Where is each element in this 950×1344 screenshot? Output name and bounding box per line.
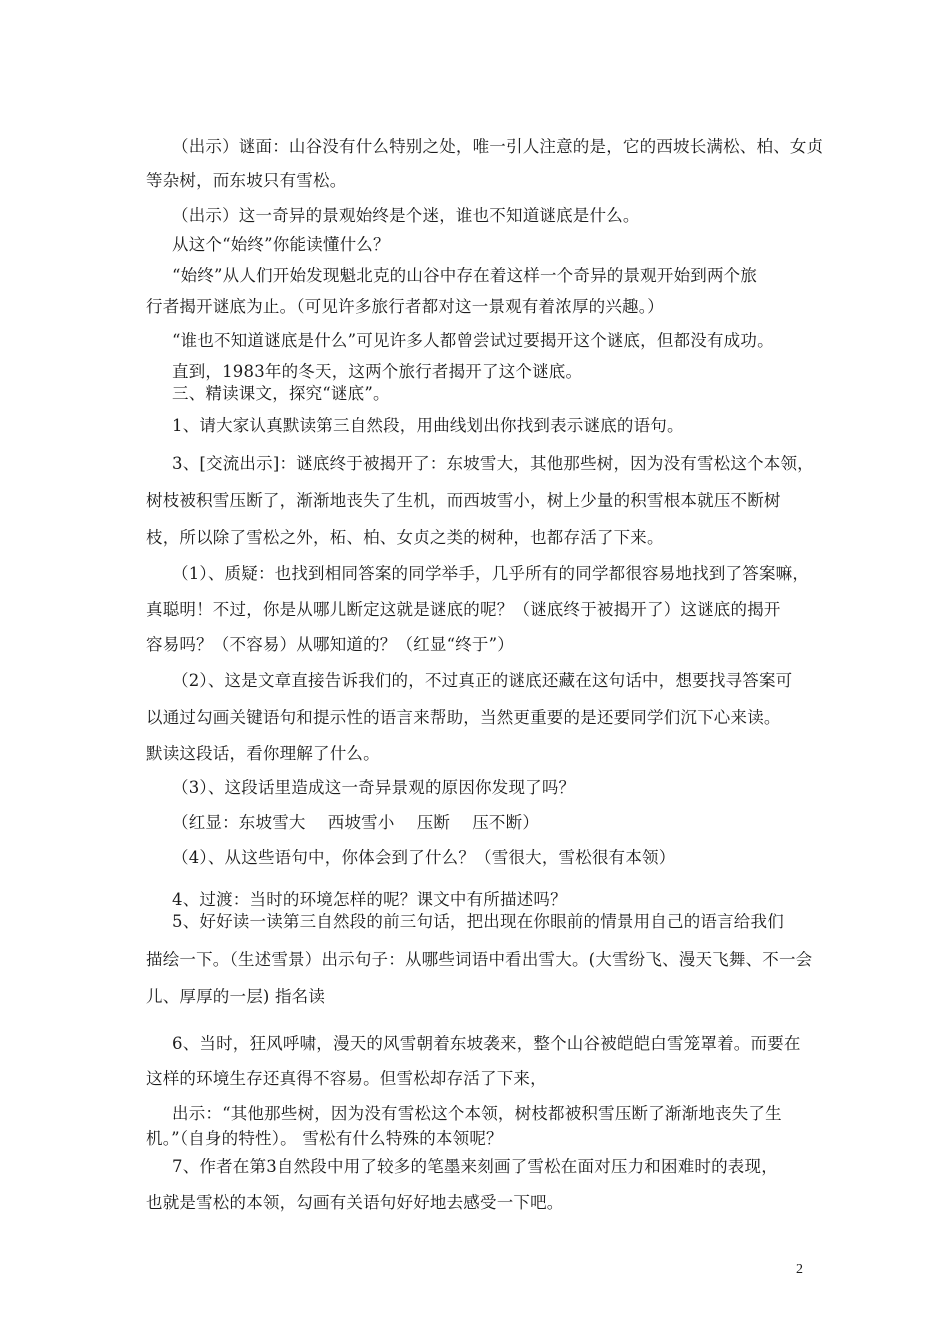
text-line: 行者揭开谜底为止。（可见许多旅行者都对这一景观有着浓厚的兴趣。）	[146, 297, 664, 316]
text-line: 出示：“其他那些树，因为没有雪松这个本领，树枝都被积雪压断了渐渐地丧失了生	[172, 1104, 782, 1123]
text-line: 5、好好读一读第三自然段的前三句话，把出现在你眼前的情景用自己的语言给我们	[172, 912, 784, 931]
text-line: 4、过渡：当时的环境怎样的呢？课文中有所描述吗？	[172, 890, 567, 909]
text-line: 从这个“始终”你能读懂什么？	[172, 235, 390, 254]
text-line: 树枝被积雪压断了，渐渐地丧失了生机，而西坡雪小，树上少量的积雪根本就压不断树	[146, 491, 781, 510]
text-line: 以通过勾画关键语句和提示性的语言来帮助，当然更重要的是还要同学们沉下心来读。	[146, 708, 781, 727]
text-line: 等杂树，而东坡只有雪松。	[146, 171, 347, 190]
text-line: 1、请大家认真默读第三自然段，用曲线划出你找到表示谜底的语句。	[172, 416, 684, 435]
text-line: 也就是雪松的本领，勾画有关语句好好地去感受一下吧。	[146, 1193, 564, 1212]
text-line: （2）、这是文章直接告诉我们的，不过真正的谜底还藏在这句话中，想要找寻答案可	[172, 671, 793, 690]
text-line: （3）、这段话里造成这一奇异景观的原因你发现了吗？	[172, 778, 576, 797]
text-line: 7、作者在第3自然段中用了较多的笔墨来刻画了雪松在面对压力和困难时的表现，	[172, 1157, 778, 1176]
text-line: “始终”从人们开始发现魁北克的山谷中存在着这样一个奇异的景观开始到两个旅	[172, 266, 758, 285]
text-line: （4）、从这些语句中，你体会到了什么？（雪很大，雪松很有本领）	[172, 848, 676, 867]
text-line: 6、当时，狂风呼啸，漫天的风雪朝着东坡袭来，整个山谷被皑皑白雪笼罩着。而要在	[172, 1034, 801, 1053]
text-line: 直到，1983年的冬天，这两个旅行者揭开了这个谜底。	[172, 362, 583, 381]
text-line: （1）、质疑：也找到相同答案的同学举手，几乎所有的同学都很容易地找到了答案嘛，	[172, 564, 810, 583]
section-heading: 三、精读课文，探究“谜底”。	[172, 384, 390, 403]
text-line: “谁也不知道谜底是什么”可见许多人都曾尝试过要揭开这个谜底，但都没有成功。	[172, 331, 774, 350]
text-line: 3、[交流出示]：谜底终于被揭开了：东坡雪大，其他那些树，因为没有雪松这个本领，	[172, 454, 814, 473]
text-line: 枝，所以除了雪松之外，柘、柏、女贞之类的树种，也都存活了下来。	[146, 528, 664, 547]
page-number: 2	[796, 1262, 803, 1277]
text-line: 真聪明！不过，你是从哪儿断定这就是谜底的呢？（谜底终于被揭开了）这谜底的揭开	[146, 600, 781, 619]
text-line: （出示）这一奇异的景观始终是个迷，谁也不知道谜底是什么。	[172, 206, 640, 225]
text-line: 机。”（自身的特性）。 雪松有什么特殊的本领呢？	[146, 1129, 503, 1148]
text-line: （红显：东坡雪大 西坡雪小 压断 压不断）	[172, 813, 540, 832]
text-line: 儿、厚厚的一层) 指名读	[146, 987, 326, 1006]
text-line: 这样的环境生存还真得不容易。但雪松却存活了下来，	[146, 1069, 547, 1088]
text-line: （出示）谜面：山谷没有什么特别之处，唯一引人注意的是，它的西坡长满松、柏、女贞	[172, 137, 824, 156]
text-line: 默读这段话，看你理解了什么。	[146, 744, 380, 763]
text-line: 容易吗？（不容易）从哪知道的？（红显“终于”）	[146, 635, 514, 654]
text-line: 描绘一下。（生述雪景）出示句子：从哪些词语中看出雪大。(大雪纷飞、漫天飞舞、不一会	[146, 950, 813, 969]
